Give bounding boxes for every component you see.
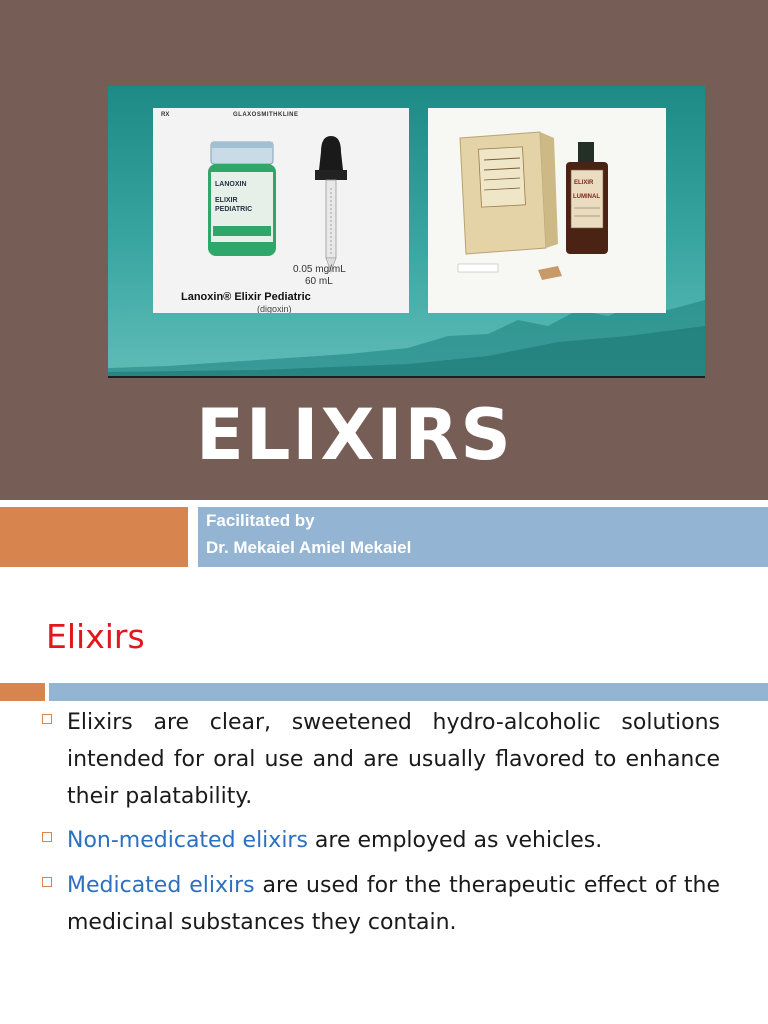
product-name: Lanoxin® Elixir Pediatric — [181, 291, 311, 303]
svg-text:PEDIATRIC: PEDIATRIC — [215, 206, 253, 213]
square-bullet-icon — [42, 832, 52, 842]
dose-concentration: 0.05 mg/mL — [293, 264, 346, 275]
orange-accent-bar — [0, 683, 45, 701]
facilitated-by-label: Facilitated by — [206, 511, 315, 530]
elixir-luminal-photo — [428, 108, 666, 313]
svg-text:ELIXIR: ELIXIR — [574, 180, 594, 186]
presenter-name: Dr. Mekaiel Amiel Mekaiel — [206, 538, 412, 557]
bullet-item — [40, 822, 720, 859]
square-bullet-icon — [42, 877, 52, 887]
bullet-body: are employed as vehicles. — [307, 828, 603, 853]
square-bullet-icon — [42, 714, 52, 724]
bullet-body: Elixirs are clear, sweetened hydro-alcoholic solutions intended for oral use and are usually flavored to enhance their palatability. — [67, 710, 720, 809]
elixir-box-and-bottle-image — [428, 108, 666, 313]
slide-heading: Elixirs — [46, 617, 145, 656]
lanoxin-bottle-image — [153, 108, 409, 313]
lanoxin-photo — [153, 108, 409, 313]
content-slide — [0, 568, 768, 1024]
photo-panel — [108, 86, 705, 378]
orange-accent-block — [0, 507, 188, 567]
slide-title: ELIXIRS — [196, 394, 513, 476]
bullet-body: are used for the therapeutic effect of the medicinal substances they contain. — [67, 873, 720, 935]
subtitle-bar — [198, 507, 768, 567]
rx-label: RX — [161, 112, 170, 118]
product-generic-name: (digoxin) — [257, 304, 292, 313]
bullet-highlight: Medicated elixirs — [67, 873, 255, 898]
maker-label: GLAXOSMITHKLINE — [233, 112, 299, 118]
svg-text:LUMINAL: LUMINAL — [573, 194, 600, 200]
blue-accent-bar — [49, 683, 768, 701]
bullet-text — [67, 822, 720, 859]
bullet-highlight: Non-medicated elixirs — [67, 828, 308, 853]
bullet-item — [40, 704, 720, 815]
dose-volume: 60 mL — [305, 276, 333, 287]
bullet-item — [40, 867, 720, 941]
bullet-text — [67, 704, 720, 815]
svg-text:LANOXIN: LANOXIN — [215, 181, 247, 188]
bullet-text — [67, 867, 720, 941]
svg-text:ELIXIR: ELIXIR — [215, 197, 238, 204]
